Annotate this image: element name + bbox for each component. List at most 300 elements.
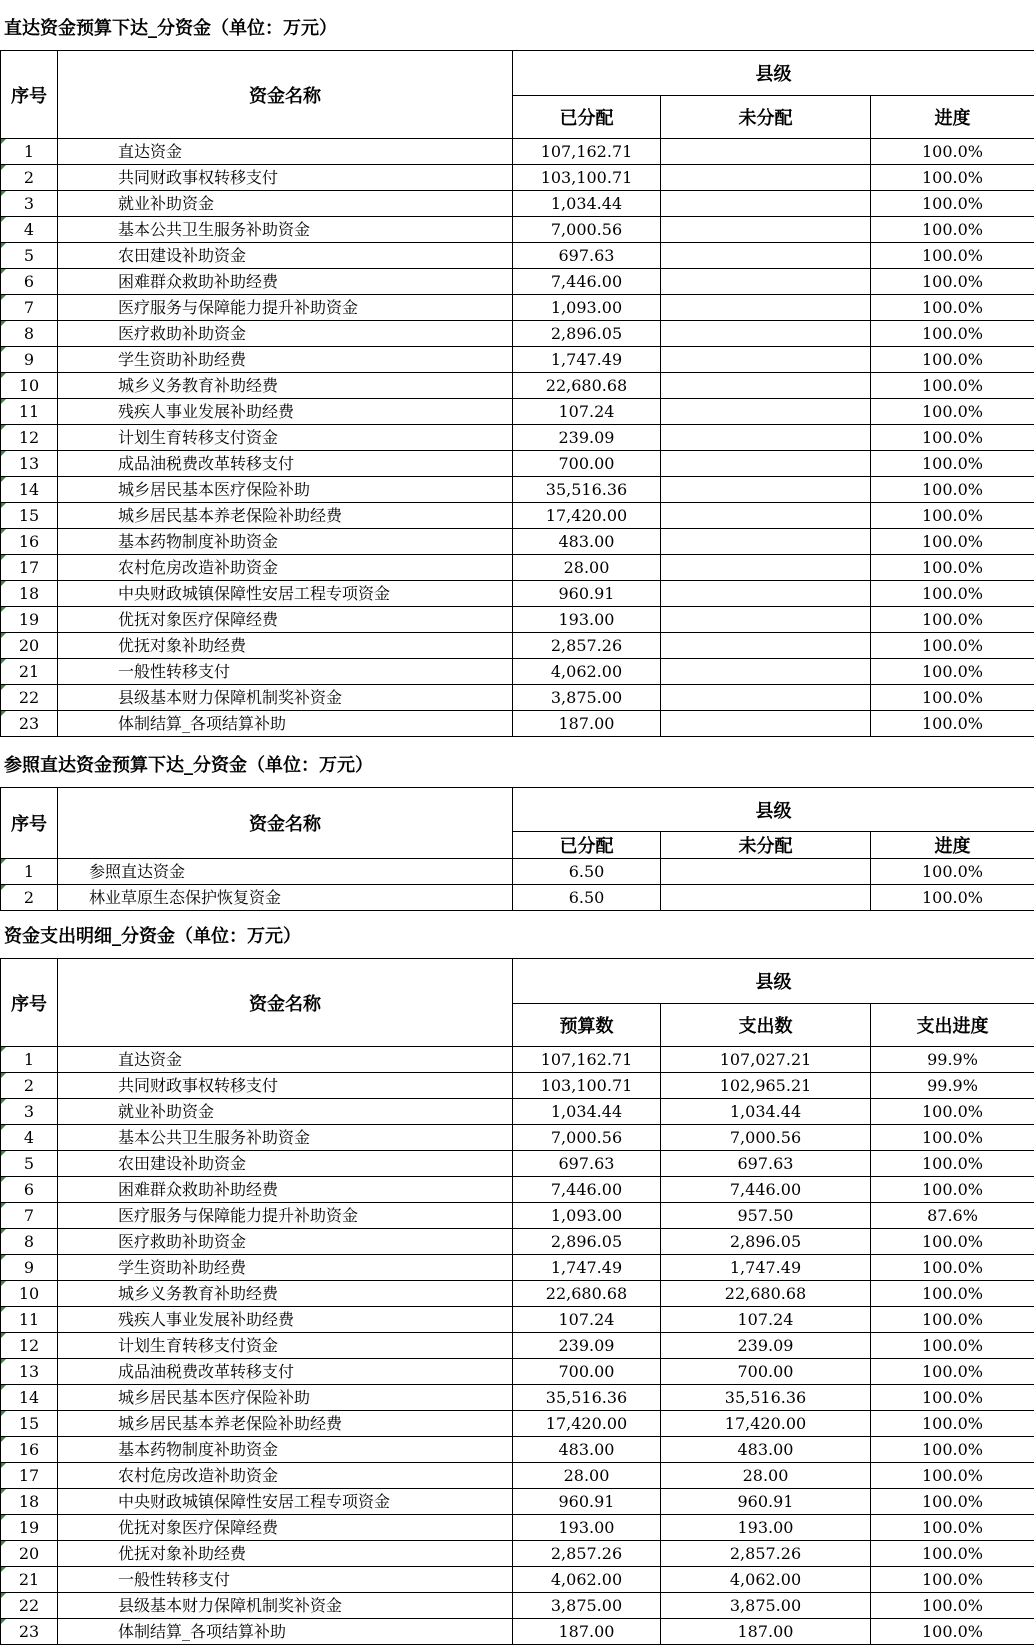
value-col1: 700.00 <box>513 451 661 477</box>
fund-name: 医疗救助补助资金 <box>58 1229 513 1255</box>
value-col3: 100.0% <box>871 1177 1034 1203</box>
fund-name: 直达资金 <box>58 139 513 165</box>
expenditure-table <box>0 958 1034 1645</box>
value-col3: 100.0% <box>871 191 1034 217</box>
fund-name: 体制结算_各项结算补助 <box>58 711 513 737</box>
value-col2: 187.00 <box>661 1619 871 1645</box>
row-index: 7 <box>1 295 58 321</box>
row-index: 2 <box>1 885 58 911</box>
table-row <box>1 1463 1034 1489</box>
fund-name: 城乡居民基本养老保险补助经费 <box>58 503 513 529</box>
fund-name: 医疗服务与保障能力提升补助资金 <box>58 1203 513 1229</box>
value-col3: 100.0% <box>871 217 1034 243</box>
value-col2 <box>661 555 871 581</box>
row-index: 1 <box>1 859 58 885</box>
row-index: 5 <box>1 243 58 269</box>
fund-name: 学生资助补助经费 <box>58 1255 513 1281</box>
value-col1: 7,446.00 <box>513 1177 661 1203</box>
row-index: 9 <box>1 1255 58 1281</box>
fund-name: 计划生育转移支付资金 <box>58 425 513 451</box>
table-row <box>1 139 1034 165</box>
table-row <box>1 1411 1034 1437</box>
value-col1: 1,093.00 <box>513 295 661 321</box>
value-col2 <box>661 373 871 399</box>
table-row <box>1 1567 1034 1593</box>
value-col3: 100.0% <box>871 139 1034 165</box>
value-col1: 107.24 <box>513 1307 661 1333</box>
value-col3: 100.0% <box>871 1541 1034 1567</box>
value-col2: 35,516.36 <box>661 1385 871 1411</box>
value-col3: 100.0% <box>871 503 1034 529</box>
value-col2 <box>661 165 871 191</box>
value-col3: 100.0% <box>871 347 1034 373</box>
fund-name: 残疾人事业发展补助经费 <box>58 1307 513 1333</box>
header-allocated: 已分配 <box>513 96 661 139</box>
fund-name: 医疗服务与保障能力提升补助资金 <box>58 295 513 321</box>
row-index: 14 <box>1 477 58 503</box>
value-col3: 100.0% <box>871 659 1034 685</box>
value-col1: 1,093.00 <box>513 1203 661 1229</box>
row-index: 2 <box>1 165 58 191</box>
value-col2 <box>661 399 871 425</box>
value-col3: 100.0% <box>871 425 1034 451</box>
fund-name: 县级基本财力保障机制奖补资金 <box>58 1593 513 1619</box>
table-row <box>1 321 1034 347</box>
row-index: 18 <box>1 581 58 607</box>
table-row <box>1 633 1034 659</box>
fund-name: 成品油税费改革转移支付 <box>58 1359 513 1385</box>
row-index: 20 <box>1 1541 58 1567</box>
value-col3: 100.0% <box>871 685 1034 711</box>
fund-name: 共同财政事权转移支付 <box>58 165 513 191</box>
table-row <box>1 269 1034 295</box>
value-col3: 87.6% <box>871 1203 1034 1229</box>
table-row <box>1 191 1034 217</box>
table-row <box>1 1593 1034 1619</box>
value-col1: 3,875.00 <box>513 1593 661 1619</box>
value-col1: 697.63 <box>513 243 661 269</box>
value-col2: 700.00 <box>661 1359 871 1385</box>
row-index: 4 <box>1 1125 58 1151</box>
value-col3: 100.0% <box>871 1463 1034 1489</box>
value-col3: 100.0% <box>871 1489 1034 1515</box>
value-col2 <box>661 295 871 321</box>
value-col3: 100.0% <box>871 269 1034 295</box>
section-title: 参照直达资金预算下达_分资金（单位：万元） <box>4 755 373 776</box>
value-col1: 1,034.44 <box>513 1099 661 1125</box>
table-row <box>1 503 1034 529</box>
value-col2: 957.50 <box>661 1203 871 1229</box>
table-row <box>1 243 1034 269</box>
value-col2 <box>661 139 871 165</box>
value-col1: 7,000.56 <box>513 217 661 243</box>
table-row <box>1 607 1034 633</box>
section-title: 直达资金预算下达_分资金（单位：万元） <box>4 18 337 39</box>
value-col3: 100.0% <box>871 581 1034 607</box>
header-expenditure-progress: 支出进度 <box>871 1004 1034 1047</box>
row-index: 20 <box>1 633 58 659</box>
value-col3: 100.0% <box>871 373 1034 399</box>
value-col3: 100.0% <box>871 243 1034 269</box>
table-row <box>1 1541 1034 1567</box>
row-index: 3 <box>1 191 58 217</box>
row-index: 6 <box>1 269 58 295</box>
fund-name: 残疾人事业发展补助经费 <box>58 399 513 425</box>
value-col3: 100.0% <box>871 1307 1034 1333</box>
value-col3: 100.0% <box>871 1229 1034 1255</box>
value-col2: 107.24 <box>661 1307 871 1333</box>
row-index: 11 <box>1 399 58 425</box>
value-col2 <box>661 451 871 477</box>
value-col3: 100.0% <box>871 165 1034 191</box>
table-row <box>1 1177 1034 1203</box>
header-allocated: 已分配 <box>513 832 661 859</box>
table-row <box>1 1515 1034 1541</box>
value-col2 <box>661 347 871 373</box>
value-col1: 107.24 <box>513 399 661 425</box>
fund-name: 成品油税费改革转移支付 <box>58 451 513 477</box>
row-index: 7 <box>1 1203 58 1229</box>
value-col2: 1,747.49 <box>661 1255 871 1281</box>
fund-name: 农田建设补助资金 <box>58 243 513 269</box>
value-col3: 99.9% <box>871 1047 1034 1073</box>
value-col3: 100.0% <box>871 711 1034 737</box>
value-col3: 100.0% <box>871 399 1034 425</box>
value-col1: 960.91 <box>513 581 661 607</box>
row-index: 5 <box>1 1151 58 1177</box>
table-row <box>1 165 1034 191</box>
value-col2: 239.09 <box>661 1333 871 1359</box>
row-index: 12 <box>1 425 58 451</box>
table-row <box>1 1489 1034 1515</box>
value-col1: 239.09 <box>513 1333 661 1359</box>
value-col3: 100.0% <box>871 1333 1034 1359</box>
fund-name: 林业草原生态保护恢复资金 <box>58 885 513 911</box>
value-col1: 193.00 <box>513 1515 661 1541</box>
value-col3: 100.0% <box>871 885 1034 911</box>
row-index: 17 <box>1 1463 58 1489</box>
row-index: 10 <box>1 1281 58 1307</box>
table-row <box>1 477 1034 503</box>
value-col2: 102,965.21 <box>661 1073 871 1099</box>
value-col1: 187.00 <box>513 711 661 737</box>
header-index: 序号 <box>1 959 58 1047</box>
fund-name: 就业补助资金 <box>58 1099 513 1125</box>
row-index: 23 <box>1 711 58 737</box>
value-col1: 4,062.00 <box>513 659 661 685</box>
row-index: 4 <box>1 217 58 243</box>
fund-name: 农村危房改造补助资金 <box>58 555 513 581</box>
value-col3: 100.0% <box>871 295 1034 321</box>
header-budget: 预算数 <box>513 1004 661 1047</box>
value-col3: 100.0% <box>871 1385 1034 1411</box>
table-row <box>1 1073 1034 1099</box>
row-index: 21 <box>1 659 58 685</box>
value-col1: 483.00 <box>513 529 661 555</box>
fund-name: 就业补助资金 <box>58 191 513 217</box>
value-col2: 7,446.00 <box>661 1177 871 1203</box>
row-index: 13 <box>1 1359 58 1385</box>
value-col1: 697.63 <box>513 1151 661 1177</box>
fund-name: 农村危房改造补助资金 <box>58 1463 513 1489</box>
table-row <box>1 1229 1034 1255</box>
value-col2 <box>661 607 871 633</box>
table-row <box>1 1307 1034 1333</box>
row-index: 23 <box>1 1619 58 1645</box>
value-col1: 17,420.00 <box>513 503 661 529</box>
row-index: 1 <box>1 139 58 165</box>
table-row <box>1 1125 1034 1151</box>
value-col3: 100.0% <box>871 1567 1034 1593</box>
value-col1: 193.00 <box>513 607 661 633</box>
header-index: 序号 <box>1 788 58 859</box>
value-col1: 22,680.68 <box>513 373 661 399</box>
value-col2: 193.00 <box>661 1515 871 1541</box>
row-index: 3 <box>1 1099 58 1125</box>
value-col1: 2,857.26 <box>513 1541 661 1567</box>
table-row <box>1 217 1034 243</box>
fund-name: 学生资助补助经费 <box>58 347 513 373</box>
value-col1: 4,062.00 <box>513 1567 661 1593</box>
fund-name: 体制结算_各项结算补助 <box>58 1619 513 1645</box>
fund-name: 城乡居民基本医疗保险补助 <box>58 1385 513 1411</box>
value-col2 <box>661 711 871 737</box>
value-col3: 100.0% <box>871 1411 1034 1437</box>
table-row <box>1 1255 1034 1281</box>
value-col1: 6.50 <box>513 859 661 885</box>
value-col2: 2,896.05 <box>661 1229 871 1255</box>
value-col1: 187.00 <box>513 1619 661 1645</box>
row-index: 9 <box>1 347 58 373</box>
value-col1: 1,747.49 <box>513 1255 661 1281</box>
value-col1: 700.00 <box>513 1359 661 1385</box>
row-index: 14 <box>1 1385 58 1411</box>
fund-name: 农田建设补助资金 <box>58 1151 513 1177</box>
table-row <box>1 1203 1034 1229</box>
value-col2: 960.91 <box>661 1489 871 1515</box>
reference-allocation-table <box>0 787 1034 911</box>
fund-name: 基本药物制度补助资金 <box>58 529 513 555</box>
value-col1: 35,516.36 <box>513 1385 661 1411</box>
header-county-level: 县级 <box>513 959 1034 1004</box>
value-col3: 100.0% <box>871 1437 1034 1463</box>
value-col2: 1,034.44 <box>661 1099 871 1125</box>
value-col2 <box>661 477 871 503</box>
fund-name: 城乡义务教育补助经费 <box>58 1281 513 1307</box>
table-row <box>1 1333 1034 1359</box>
row-index: 15 <box>1 1411 58 1437</box>
table-row <box>1 373 1034 399</box>
row-index: 8 <box>1 321 58 347</box>
value-col1: 239.09 <box>513 425 661 451</box>
value-col3: 100.0% <box>871 1619 1034 1645</box>
row-index: 17 <box>1 555 58 581</box>
table-row <box>1 659 1034 685</box>
fund-name: 优抚对象医疗保障经费 <box>58 1515 513 1541</box>
value-col1: 107,162.71 <box>513 139 661 165</box>
fund-name: 优抚对象医疗保障经费 <box>58 607 513 633</box>
value-col3: 100.0% <box>871 633 1034 659</box>
fund-name: 医疗救助补助资金 <box>58 321 513 347</box>
table-row <box>1 1437 1034 1463</box>
value-col2 <box>661 503 871 529</box>
header-fund-name: 资金名称 <box>58 788 513 859</box>
fund-name: 参照直达资金 <box>58 859 513 885</box>
row-index: 22 <box>1 1593 58 1619</box>
value-col3: 100.0% <box>871 321 1034 347</box>
value-col1: 2,896.05 <box>513 1229 661 1255</box>
table-row <box>1 885 1034 911</box>
row-index: 13 <box>1 451 58 477</box>
value-col2 <box>661 321 871 347</box>
header-unallocated: 未分配 <box>661 832 871 859</box>
value-col1: 35,516.36 <box>513 477 661 503</box>
value-col2: 697.63 <box>661 1151 871 1177</box>
value-col1: 22,680.68 <box>513 1281 661 1307</box>
value-col1: 28.00 <box>513 555 661 581</box>
value-col2 <box>661 885 871 911</box>
value-col2: 4,062.00 <box>661 1567 871 1593</box>
value-col2 <box>661 217 871 243</box>
value-col2: 7,000.56 <box>661 1125 871 1151</box>
row-index: 2 <box>1 1073 58 1099</box>
row-index: 11 <box>1 1307 58 1333</box>
fund-name: 直达资金 <box>58 1047 513 1073</box>
table-row <box>1 451 1034 477</box>
row-index: 6 <box>1 1177 58 1203</box>
table-row <box>1 1385 1034 1411</box>
table-row <box>1 555 1034 581</box>
table-row <box>1 529 1034 555</box>
value-col3: 100.0% <box>871 1099 1034 1125</box>
value-col3: 100.0% <box>871 529 1034 555</box>
value-col3: 100.0% <box>871 1359 1034 1385</box>
row-index: 12 <box>1 1333 58 1359</box>
row-index: 16 <box>1 529 58 555</box>
fund-name: 优抚对象补助经费 <box>58 633 513 659</box>
value-col3: 100.0% <box>871 607 1034 633</box>
row-index: 15 <box>1 503 58 529</box>
fund-name: 共同财政事权转移支付 <box>58 1073 513 1099</box>
header-expenditure: 支出数 <box>661 1004 871 1047</box>
value-col2 <box>661 633 871 659</box>
row-index: 19 <box>1 607 58 633</box>
section-title: 资金支出明细_分资金（单位：万元） <box>4 926 301 947</box>
value-col2 <box>661 685 871 711</box>
fund-name: 困难群众救助补助经费 <box>58 1177 513 1203</box>
header-county-level: 县级 <box>513 788 1034 832</box>
value-col1: 1,747.49 <box>513 347 661 373</box>
header-progress: 进度 <box>871 832 1034 859</box>
header-unallocated: 未分配 <box>661 96 871 139</box>
value-col1: 6.50 <box>513 885 661 911</box>
table-row <box>1 295 1034 321</box>
fund-name: 一般性转移支付 <box>58 1567 513 1593</box>
value-col1: 28.00 <box>513 1463 661 1489</box>
fund-name: 城乡居民基本养老保险补助经费 <box>58 1411 513 1437</box>
value-col3: 100.0% <box>871 1515 1034 1541</box>
value-col1: 483.00 <box>513 1437 661 1463</box>
value-col3: 100.0% <box>871 1255 1034 1281</box>
fund-name: 一般性转移支付 <box>58 659 513 685</box>
table-row <box>1 399 1034 425</box>
fund-name: 基本药物制度补助资金 <box>58 1437 513 1463</box>
fund-name: 中央财政城镇保障性安居工程专项资金 <box>58 581 513 607</box>
header-index: 序号 <box>1 51 58 139</box>
value-col1: 103,100.71 <box>513 165 661 191</box>
value-col1: 103,100.71 <box>513 1073 661 1099</box>
table-row <box>1 1619 1034 1645</box>
row-index: 1 <box>1 1047 58 1073</box>
value-col1: 2,896.05 <box>513 321 661 347</box>
value-col3: 100.0% <box>871 451 1034 477</box>
row-index: 16 <box>1 1437 58 1463</box>
header-county-level: 县级 <box>513 51 1034 96</box>
value-col2: 2,857.26 <box>661 1541 871 1567</box>
value-col3: 100.0% <box>871 859 1034 885</box>
row-index: 8 <box>1 1229 58 1255</box>
value-col2: 22,680.68 <box>661 1281 871 1307</box>
row-index: 21 <box>1 1567 58 1593</box>
row-index: 19 <box>1 1515 58 1541</box>
table-row <box>1 347 1034 373</box>
fund-name: 计划生育转移支付资金 <box>58 1333 513 1359</box>
value-col2 <box>661 529 871 555</box>
table-row <box>1 859 1034 885</box>
allocation-table <box>0 50 1034 737</box>
header-fund-name: 资金名称 <box>58 959 513 1047</box>
value-col3: 100.0% <box>871 1281 1034 1307</box>
value-col2 <box>661 243 871 269</box>
fund-name: 基本公共卫生服务补助资金 <box>58 217 513 243</box>
value-col1: 960.91 <box>513 1489 661 1515</box>
value-col2 <box>661 659 871 685</box>
value-col2: 107,027.21 <box>661 1047 871 1073</box>
table-row <box>1 425 1034 451</box>
value-col2: 483.00 <box>661 1437 871 1463</box>
table-row <box>1 1047 1034 1073</box>
value-col1: 2,857.26 <box>513 633 661 659</box>
value-col2: 17,420.00 <box>661 1411 871 1437</box>
table-row <box>1 1359 1034 1385</box>
row-index: 10 <box>1 373 58 399</box>
value-col2: 3,875.00 <box>661 1593 871 1619</box>
fund-name: 中央财政城镇保障性安居工程专项资金 <box>58 1489 513 1515</box>
table-row <box>1 1099 1034 1125</box>
fund-name: 县级基本财力保障机制奖补资金 <box>58 685 513 711</box>
value-col1: 7,446.00 <box>513 269 661 295</box>
value-col1: 1,034.44 <box>513 191 661 217</box>
value-col1: 107,162.71 <box>513 1047 661 1073</box>
fund-name: 基本公共卫生服务补助资金 <box>58 1125 513 1151</box>
row-index: 22 <box>1 685 58 711</box>
fund-name: 城乡居民基本医疗保险补助 <box>58 477 513 503</box>
value-col1: 7,000.56 <box>513 1125 661 1151</box>
value-col2 <box>661 581 871 607</box>
table-row <box>1 581 1034 607</box>
value-col3: 100.0% <box>871 477 1034 503</box>
value-col2 <box>661 191 871 217</box>
value-col2 <box>661 425 871 451</box>
header-progress: 进度 <box>871 96 1034 139</box>
fund-name: 优抚对象补助经费 <box>58 1541 513 1567</box>
value-col3: 100.0% <box>871 1151 1034 1177</box>
value-col1: 17,420.00 <box>513 1411 661 1437</box>
row-index: 18 <box>1 1489 58 1515</box>
value-col2: 28.00 <box>661 1463 871 1489</box>
table-row <box>1 711 1034 737</box>
table-row <box>1 1151 1034 1177</box>
